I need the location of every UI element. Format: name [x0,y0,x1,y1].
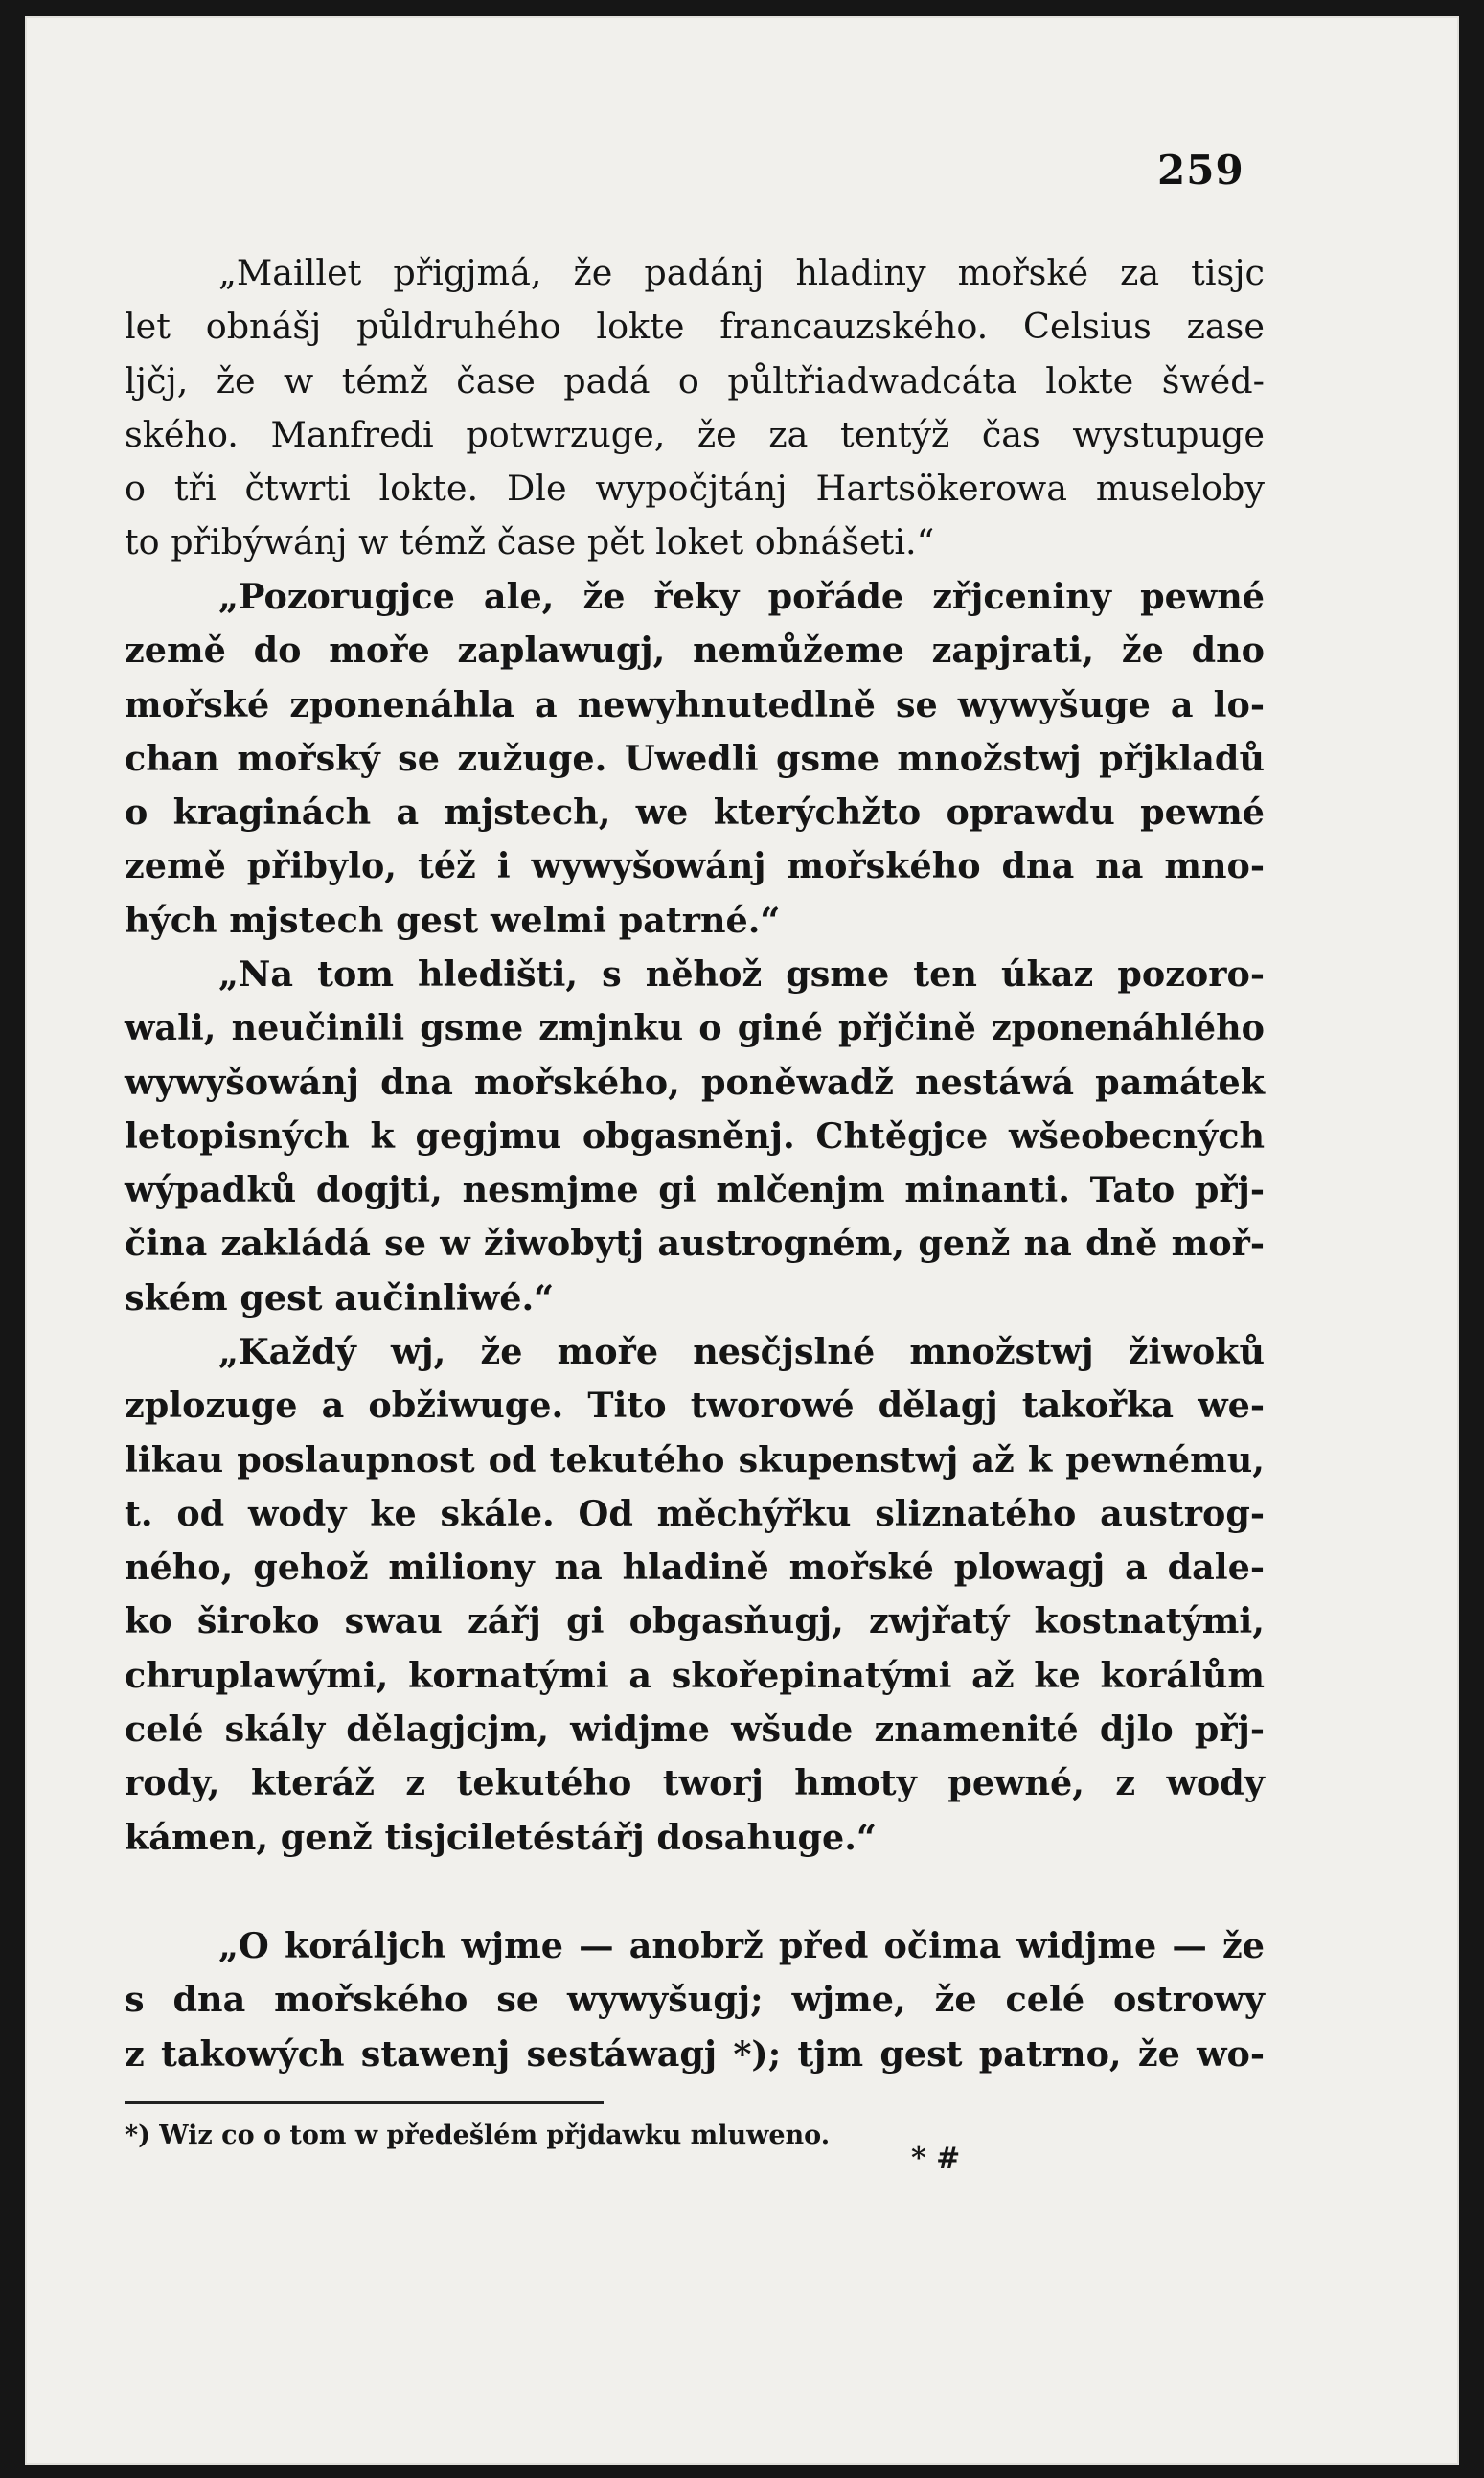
text-line: likau poslaupnost od tekutého skupenstwj až k pewnému, [125,1438,1265,1480]
text-line: ného, gehož miliony na hladině mořské plowagj a dale- [125,1547,1265,1589]
text-line: let obnášj půldruhého lokte francauzského. Celsius zase [125,306,1265,348]
text-line: to přibýwánj w témž čase pět loket obnášeti.“ [125,521,935,563]
text-line: ljčj, že w témž čase padá o půltřiadwadcáta lokte šwéd- [125,359,1265,402]
text-line: chan mořský se zužuge. Uwedli gsme množstwj přjkladů [125,737,1265,779]
text-line: „Maillet přigjmá, že padánj hladiny mořské za tisjc [218,252,1265,293]
footnote-divider [125,2101,604,2104]
book-page [25,16,1459,2465]
text-line: hých mjstech gest welmi patrné.“ [125,899,781,941]
text-line: „Pozorugjce ale, že řeky pořáde zřjceniny pewné [218,576,1265,617]
text-line: o kraginách a mjstech, we kterýchžto oprawdu pewné [125,792,1265,834]
text-line: ko široko swau zářj gi obgasňugj, zwjřatý kostnatými, [125,1600,1265,1642]
paragraph-1 [125,246,1265,570]
text-line: zplozuge a obžiwuge. Tito tworowé dělagj takořka we- [125,1385,1265,1427]
text-line: ském gest aučinliwé.“ [125,1276,555,1319]
text-line: t. od wody ke skále. Od měchýřku sliznatého austrog- [125,1492,1265,1534]
text-line: mořské zponenáhla a newyhnutedlně se wywyšuge a lo- [125,683,1265,725]
paragraph-2 [125,570,1265,948]
text-line: s dna mořského se wywyšugj; wjme, že celé ostrowy [125,1979,1265,2021]
paragraph-4 [125,1325,1265,1865]
text-line: chruplawými, kornatými a skořepinatými až ke korálům [125,1654,1265,1696]
text-line: celé skály dělagjcjm, widjme wšude znamenité djlo přj- [125,1709,1265,1751]
page-number: 259 [1157,147,1244,194]
signature-mark: * # [911,2142,961,2175]
paragraph-5 [125,1919,1265,2081]
text-line: „Na tom hledišti, s něhož gsme ten úkaz pozoro- [218,953,1265,995]
text-line: z takowých stawenj sestáwagj *); tjm gest patrno, že wo- [125,2032,1265,2075]
text-line: „O koráljch wjme — anobrž před očima widjme — že [218,1925,1265,1966]
text-line: wywyšowánj dna mořského, poněwadž nestáwá památek [125,1061,1265,1103]
text-line: ského. Manfredi potwrzuge, že za tentýž čas wystupuge [125,413,1265,455]
footnote: *) Wiz co o tom w předešlém přjdawku mluweno. [125,2121,831,2150]
text-line: čina zakládá se w žiwobytj austrogném, genž na dně moř- [125,1223,1265,1265]
text-line: o tři čtwrti lokte. Dle wypočjtánj Hartsökerowa museloby [125,468,1265,510]
text-line: země přibylo, též i wywyšowánj mořského dna na mno- [125,845,1265,887]
text-line: kámen, genž tisjciletéstářj dosahuge.“ [125,1816,877,1858]
text-line: wali, neučinili gsme zmjnku o giné přjčině zponenáhlého [125,1007,1265,1049]
text-line: „Každý wj, že moře nesčjslné množstwj žiwoků [218,1331,1265,1372]
text-line: letopisných k gegjmu obgasněnj. Chtěgjce wšeobecných [125,1114,1265,1157]
paragraph-3 [125,948,1265,1325]
text-line: wýpadků dogjti, nesmjme gi mlčenjm minanti. Tato přj- [125,1169,1265,1211]
text-line: rody, kteráž z tekutého tworj hmoty pewné, z wody [125,1762,1265,1804]
text-line: země do moře zaplawugj, nemůžeme zapjrati, že dno [125,630,1265,672]
